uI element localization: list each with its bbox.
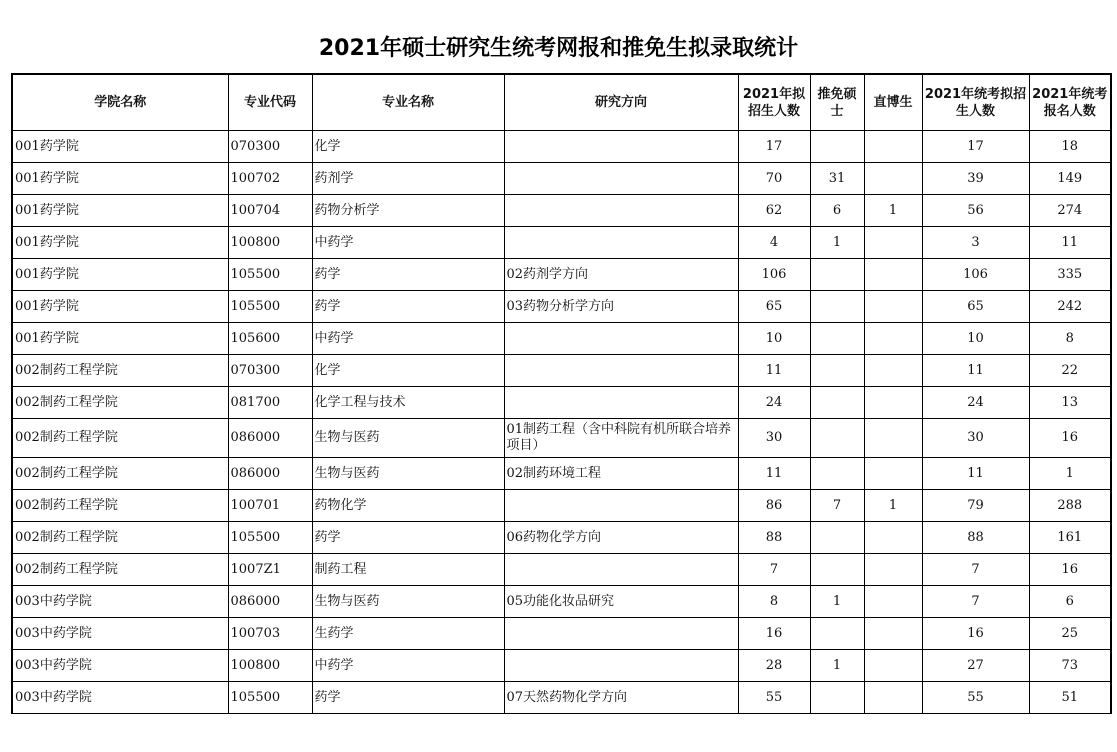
- table-row: [12, 195, 1111, 227]
- cell-code: 100800: [228, 227, 312, 259]
- cell-applicants: 16: [1029, 554, 1111, 586]
- cell-major: 生物与医药: [312, 419, 504, 458]
- cell-code: 086000: [228, 586, 312, 618]
- col-header-planned: 2021年拟招生人数: [738, 74, 810, 131]
- cell-college: 002制药工程学院: [12, 458, 228, 490]
- cell-major: 化学: [312, 131, 504, 163]
- cell-exam-planned: 55: [922, 682, 1029, 714]
- col-header-applicants: 2021年统考报名人数: [1029, 74, 1111, 131]
- cell-code: 086000: [228, 419, 312, 458]
- col-header-recommended: 推免硕士: [810, 74, 864, 131]
- cell-applicants: 149: [1029, 163, 1111, 195]
- cell-direct-phd: 1: [864, 490, 922, 522]
- cell-direct-phd: [864, 387, 922, 419]
- cell-direct-phd: [864, 554, 922, 586]
- cell-exam-planned: 3: [922, 227, 1029, 259]
- cell-applicants: 18: [1029, 131, 1111, 163]
- cell-exam-planned: 24: [922, 387, 1029, 419]
- cell-code: 105600: [228, 323, 312, 355]
- table-row: [12, 419, 1111, 458]
- cell-exam-planned: 56: [922, 195, 1029, 227]
- cell-exam-planned: 7: [922, 586, 1029, 618]
- cell-direction: [504, 323, 738, 355]
- cell-direct-phd: [864, 163, 922, 195]
- cell-direct-phd: [864, 522, 922, 554]
- cell-direct-phd: [864, 323, 922, 355]
- cell-exam-planned: 7: [922, 554, 1029, 586]
- cell-direction: [504, 618, 738, 650]
- admission-stats-table: [11, 73, 1112, 714]
- col-header-college: 学院名称: [12, 74, 228, 131]
- table-row: [12, 323, 1111, 355]
- cell-code: 100704: [228, 195, 312, 227]
- cell-code: 105500: [228, 259, 312, 291]
- cell-direction: 05功能化妆品研究: [504, 586, 738, 618]
- table-row: [12, 259, 1111, 291]
- cell-planned: 28: [738, 650, 810, 682]
- cell-applicants: 25: [1029, 618, 1111, 650]
- cell-major: 中药学: [312, 323, 504, 355]
- cell-college: 002制药工程学院: [12, 490, 228, 522]
- cell-code: 100701: [228, 490, 312, 522]
- cell-direction: 06药物化学方向: [504, 522, 738, 554]
- cell-exam-planned: 39: [922, 163, 1029, 195]
- table-row: [12, 355, 1111, 387]
- cell-college: 003中药学院: [12, 618, 228, 650]
- cell-exam-planned: 27: [922, 650, 1029, 682]
- cell-code: 100800: [228, 650, 312, 682]
- cell-recommended: [810, 323, 864, 355]
- table-body: [12, 131, 1111, 714]
- cell-exam-planned: 65: [922, 291, 1029, 323]
- cell-college: 001药学院: [12, 163, 228, 195]
- cell-applicants: 6: [1029, 586, 1111, 618]
- cell-direct-phd: [864, 227, 922, 259]
- cell-applicants: 288: [1029, 490, 1111, 522]
- table-row: [12, 131, 1111, 163]
- cell-direct-phd: [864, 419, 922, 458]
- cell-direction: [504, 131, 738, 163]
- cell-applicants: 242: [1029, 291, 1111, 323]
- cell-direct-phd: [864, 586, 922, 618]
- cell-direction: [504, 387, 738, 419]
- cell-code: 070300: [228, 355, 312, 387]
- cell-college: 001药学院: [12, 227, 228, 259]
- cell-planned: 4: [738, 227, 810, 259]
- cell-recommended: [810, 419, 864, 458]
- cell-applicants: 73: [1029, 650, 1111, 682]
- col-header-major: 专业名称: [312, 74, 504, 131]
- cell-direction: 02制药环境工程: [504, 458, 738, 490]
- table-row: [12, 650, 1111, 682]
- cell-direction: [504, 490, 738, 522]
- cell-applicants: 8: [1029, 323, 1111, 355]
- table-row: [12, 227, 1111, 259]
- cell-planned: 30: [738, 419, 810, 458]
- cell-college: 002制药工程学院: [12, 355, 228, 387]
- cell-major: 药学: [312, 682, 504, 714]
- cell-college: 003中药学院: [12, 650, 228, 682]
- cell-major: 化学: [312, 355, 504, 387]
- cell-code: 100702: [228, 163, 312, 195]
- cell-college: 001药学院: [12, 291, 228, 323]
- table-row: [12, 682, 1111, 714]
- cell-major: 制药工程: [312, 554, 504, 586]
- cell-major: 生物与医药: [312, 586, 504, 618]
- cell-major: 生药学: [312, 618, 504, 650]
- cell-recommended: [810, 554, 864, 586]
- cell-planned: 55: [738, 682, 810, 714]
- cell-recommended: 1: [810, 650, 864, 682]
- cell-direct-phd: [864, 618, 922, 650]
- cell-direction: 01制药工程（含中科院有机所联合培养项目）: [504, 419, 738, 458]
- cell-code: 105500: [228, 291, 312, 323]
- table-row: [12, 586, 1111, 618]
- table-row: [12, 490, 1111, 522]
- cell-recommended: 7: [810, 490, 864, 522]
- cell-planned: 17: [738, 131, 810, 163]
- cell-direction: 03药物分析学方向: [504, 291, 738, 323]
- cell-direction: [504, 650, 738, 682]
- cell-planned: 7: [738, 554, 810, 586]
- cell-major: 药物化学: [312, 490, 504, 522]
- cell-recommended: 1: [810, 227, 864, 259]
- page-title: 2021年硕士研究生统考网报和推免生拟录取统计: [318, 36, 799, 61]
- table-row: [12, 387, 1111, 419]
- cell-recommended: [810, 291, 864, 323]
- cell-major: 化学工程与技术: [312, 387, 504, 419]
- cell-planned: 10: [738, 323, 810, 355]
- cell-major: 药学: [312, 259, 504, 291]
- cell-recommended: [810, 522, 864, 554]
- cell-applicants: 161: [1029, 522, 1111, 554]
- cell-exam-planned: 17: [922, 131, 1029, 163]
- table-row: [12, 163, 1111, 195]
- cell-major: 药物分析学: [312, 195, 504, 227]
- cell-planned: 86: [738, 490, 810, 522]
- cell-applicants: 22: [1029, 355, 1111, 387]
- cell-major: 药学: [312, 522, 504, 554]
- table-row: [12, 291, 1111, 323]
- cell-direct-phd: [864, 682, 922, 714]
- cell-planned: 16: [738, 618, 810, 650]
- cell-college: 002制药工程学院: [12, 387, 228, 419]
- col-header-code: 专业代码: [228, 74, 312, 131]
- cell-direct-phd: [864, 458, 922, 490]
- cell-exam-planned: 106: [922, 259, 1029, 291]
- cell-recommended: [810, 387, 864, 419]
- table-row: [12, 458, 1111, 490]
- cell-planned: 11: [738, 458, 810, 490]
- cell-college: 001药学院: [12, 195, 228, 227]
- cell-direction: 02药剂学方向: [504, 259, 738, 291]
- cell-code: 100703: [228, 618, 312, 650]
- cell-recommended: [810, 458, 864, 490]
- cell-major: 中药学: [312, 227, 504, 259]
- cell-planned: 65: [738, 291, 810, 323]
- cell-recommended: [810, 131, 864, 163]
- cell-college: 003中药学院: [12, 586, 228, 618]
- cell-exam-planned: 11: [922, 458, 1029, 490]
- cell-recommended: 1: [810, 586, 864, 618]
- cell-code: 070300: [228, 131, 312, 163]
- cell-college: 001药学院: [12, 323, 228, 355]
- cell-code: 081700: [228, 387, 312, 419]
- cell-college: 001药学院: [12, 259, 228, 291]
- cell-applicants: 335: [1029, 259, 1111, 291]
- cell-direct-phd: [864, 355, 922, 387]
- cell-direction: [504, 163, 738, 195]
- cell-planned: 24: [738, 387, 810, 419]
- cell-college: 003中药学院: [12, 682, 228, 714]
- cell-code: 086000: [228, 458, 312, 490]
- cell-code: 105500: [228, 682, 312, 714]
- cell-code: 105500: [228, 522, 312, 554]
- cell-planned: 70: [738, 163, 810, 195]
- cell-direction: [504, 195, 738, 227]
- cell-applicants: 16: [1029, 419, 1111, 458]
- cell-planned: 88: [738, 522, 810, 554]
- cell-applicants: 1: [1029, 458, 1111, 490]
- table-row: [12, 522, 1111, 554]
- cell-major: 生物与医药: [312, 458, 504, 490]
- cell-direct-phd: [864, 650, 922, 682]
- cell-exam-planned: 30: [922, 419, 1029, 458]
- cell-exam-planned: 16: [922, 618, 1029, 650]
- cell-recommended: [810, 259, 864, 291]
- cell-college: 001药学院: [12, 131, 228, 163]
- table-row: [12, 554, 1111, 586]
- cell-major: 药剂学: [312, 163, 504, 195]
- col-header-exam-planned: 2021年统考拟招生人数: [922, 74, 1029, 131]
- cell-exam-planned: 10: [922, 323, 1029, 355]
- cell-direct-phd: 1: [864, 195, 922, 227]
- cell-college: 002制药工程学院: [12, 554, 228, 586]
- cell-direct-phd: [864, 131, 922, 163]
- cell-recommended: 31: [810, 163, 864, 195]
- cell-recommended: [810, 618, 864, 650]
- cell-planned: 106: [738, 259, 810, 291]
- cell-recommended: [810, 682, 864, 714]
- cell-recommended: [810, 355, 864, 387]
- cell-applicants: 11: [1029, 227, 1111, 259]
- cell-major: 中药学: [312, 650, 504, 682]
- table-row: [12, 618, 1111, 650]
- cell-exam-planned: 79: [922, 490, 1029, 522]
- table-header-row: [12, 74, 1111, 131]
- cell-direction: [504, 355, 738, 387]
- cell-college: 002制药工程学院: [12, 522, 228, 554]
- col-header-direct-phd: 直博生: [864, 74, 922, 131]
- cell-applicants: 51: [1029, 682, 1111, 714]
- cell-direct-phd: [864, 291, 922, 323]
- cell-code: 1007Z1: [228, 554, 312, 586]
- cell-direction: [504, 227, 738, 259]
- cell-direction: [504, 554, 738, 586]
- cell-direct-phd: [864, 259, 922, 291]
- col-header-direction: 研究方向: [504, 74, 738, 131]
- cell-college: 002制药工程学院: [12, 419, 228, 458]
- cell-applicants: 274: [1029, 195, 1111, 227]
- cell-direction: 07天然药物化学方向: [504, 682, 738, 714]
- cell-planned: 8: [738, 586, 810, 618]
- cell-applicants: 13: [1029, 387, 1111, 419]
- cell-major: 药学: [312, 291, 504, 323]
- cell-planned: 62: [738, 195, 810, 227]
- cell-exam-planned: 11: [922, 355, 1029, 387]
- cell-planned: 11: [738, 355, 810, 387]
- cell-recommended: 6: [810, 195, 864, 227]
- cell-exam-planned: 88: [922, 522, 1029, 554]
